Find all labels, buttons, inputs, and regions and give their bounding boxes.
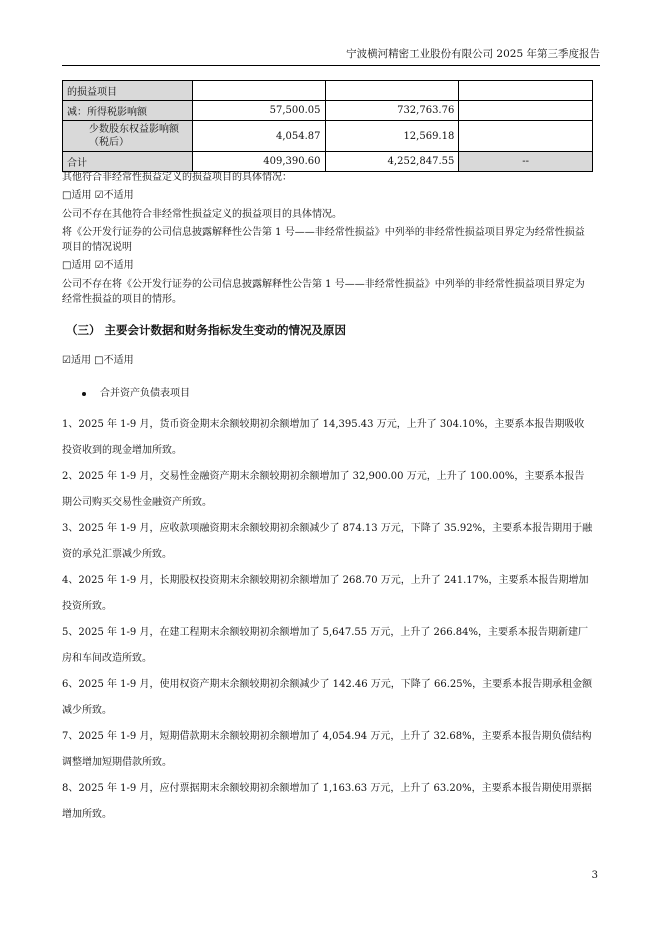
- applicability-check-1: □适用 ☑不适用: [62, 190, 134, 201]
- table-cell-current: 4,054.87: [192, 121, 325, 152]
- table-cell-ytd: 732,763.76: [325, 101, 459, 121]
- table-cell-note: [459, 101, 593, 121]
- applicability-check-2: □适用 ☑不适用: [62, 260, 134, 271]
- applicability-check-3: ☑适用 □不适用: [62, 355, 134, 366]
- table-cell-current: 409,390.60: [192, 152, 325, 172]
- table-cell-current: [192, 81, 325, 101]
- table-row: [63, 121, 593, 152]
- paragraph: 1、2025 年 1-9 月，货币资金期末余额较期初余额增加了 14,395.43 万元，上升了 304.10%，主要系本报告期吸收投资收到的现金增加所致。: [62, 419, 585, 456]
- page-number: 3: [591, 870, 598, 881]
- table-row: [63, 101, 593, 121]
- list-item: [82, 384, 190, 399]
- table-cell-label: 少数股东权益影响额（税后）: [63, 121, 193, 152]
- bullet-icon: [82, 392, 86, 396]
- table-cell-note: [459, 121, 593, 152]
- paragraph: 5、2025 年 1-9 月，在建工程期末余额较期初余额增加了 5,647.55 万元，上升了 266.84%，主要系本报告期新建厂房和车间改造所致。: [62, 627, 589, 664]
- bullet-text: 合并资产负债表项目: [100, 388, 190, 399]
- paragraph: 8、2025 年 1-9 月，应付票据期末余额较期初余额增加了 1,163.63 万元，上升了 63.20%，主要系本报告期使用票据增加所致。: [62, 783, 592, 820]
- table-cell-label: 合计: [63, 152, 193, 172]
- table-cell-ytd: 12,569.18: [325, 121, 459, 152]
- non-recurring-items-table: [62, 80, 593, 172]
- no-reclassification-text: 公司不存在将《公开发行证券的公司信息披露解释性公告第 1 号——非经常性损益》中列举的非经常性损益项目界定为经常性损益的项目的情形。: [62, 279, 585, 305]
- paragraph: 2、2025 年 1-9 月，交易性金融资产期末余额较期初余额增加了 32,900.00 万元，上升了 100.00%，主要系本报告期公司购买交易性金融资产所致。: [62, 471, 585, 508]
- table-row: [63, 81, 593, 101]
- paragraph: 3、2025 年 1-9 月，应收款项融资期末余额较期初余额减少了 874.13 万元，下降了 35.92%，主要系本报告期用于融资的承兑汇票减少所致。: [62, 523, 593, 560]
- table-cell-note: --: [459, 152, 593, 172]
- table-cell-label: 的损益项目: [63, 81, 193, 101]
- table-cell-label: 减：所得税影响额: [63, 101, 193, 121]
- paragraph: 4、2025 年 1-9 月，长期股权投资期末余额较期初余额增加了 268.70 万元，上升了 241.17%，主要系本报告期增加投资所致。: [62, 575, 589, 612]
- table-cell-note: [459, 81, 593, 101]
- table-row: [63, 152, 593, 172]
- no-other-items-text: 公司不存在其他符合非经常性损益定义的损益项目的具体情况。: [62, 209, 342, 220]
- paragraph: 6、2025 年 1-9 月，使用权资产期末余额较期初余额减少了 142.46 万元，下降了 66.25%，主要系本报告期承租金额减少所致。: [62, 679, 593, 716]
- table-cell-current: 57,500.05: [192, 101, 325, 121]
- table-cell-ytd: [325, 81, 459, 101]
- reclassification-text: 将《公开发行证券的公司信息披露解释性公告第 1 号——非经常性损益》中列举的非经常性损益项目界定为经常性损益项目的情况说明: [62, 227, 585, 253]
- other-items-text: 其他符合非经常性损益定义的损益项目的具体情况：: [62, 172, 292, 183]
- report-header: 宁波横河精密工业股份有限公司 2025 年第三季度报告: [62, 46, 600, 66]
- table-cell-ytd: 4,252,847.55: [325, 152, 459, 172]
- paragraph: 7、2025 年 1-9 月，短期借款期末余额较期初余额增加了 4,054.94 万元，上升了 32.68%，主要系本报告期负债结构调整增加短期借款所致。: [62, 731, 592, 768]
- section-heading: （三） 主要会计数据和财务指标发生变动的情况及原因: [66, 323, 347, 337]
